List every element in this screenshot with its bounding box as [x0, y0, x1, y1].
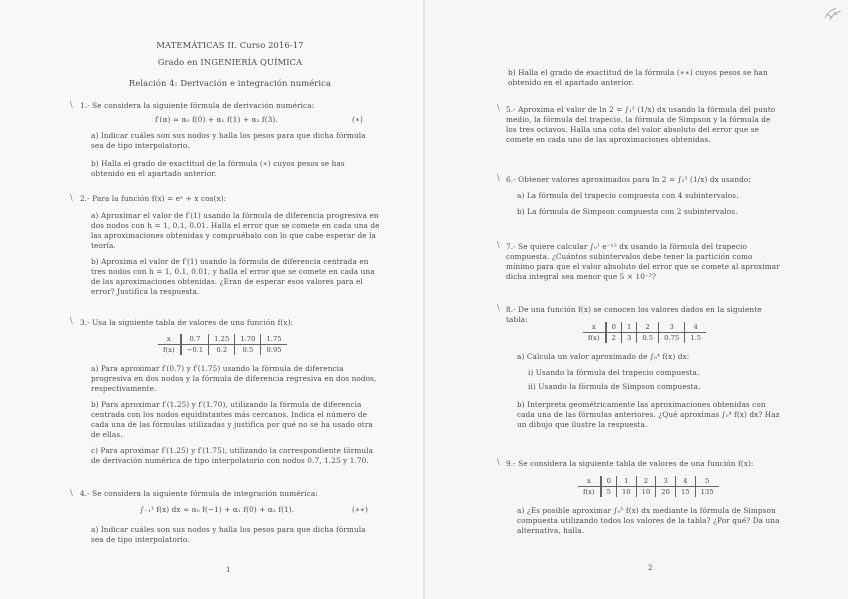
page-number-right: 2: [648, 564, 653, 572]
check-mark-icon: \: [497, 240, 500, 249]
problem-5-statement: 5.- Aproxima el valor de ln 2 = ∫₁² (1/x) dx usando la fórmula del punto medio, la fórmula del trapecio, la fórmula de Simpson y la fórmula de los tres octavos. Halla una cota del valor absoluto del error que se comete en cada uno de las aproximaciones obtenidas.: [506, 105, 776, 144]
table-cell: 1.5: [685, 333, 706, 344]
problem-1-formula-row: [80, 115, 380, 129]
problem-1-tag: (∗): [352, 115, 363, 124]
problem-7-statement: 7.- Se quiere calcular ∫₀¹ e⁻ˣ² dx usando la fórmula del trapecio compuesta. ¿Cuántos subintervalos debe tener la partición como mínimo para que el valor absoluto del error que se comete al aproximar dicha integral sea menor que 5 × 10⁻³?: [506, 242, 780, 281]
problem-4-formula-row: [80, 505, 380, 521]
problem-1-formula: f′(α) ≈ α₀ f(0) + α₁ f(1) + α₂ f(3).: [155, 115, 278, 124]
course-title: MATEMÁTICAS II. Curso 2016-17: [156, 40, 304, 50]
problem-2-statement: 2.- Para la función f(x) = eˣ + x cos(x):: [80, 194, 227, 203]
table-row: [158, 345, 287, 356]
problem-3-parts: [80, 364, 380, 466]
problem-4-tag: (∗∗): [352, 505, 369, 514]
problem-8-a: a) Calcula un valor aproximado de ∫₀⁴ f(x) dx:: [517, 352, 690, 361]
table-cell: x: [578, 476, 601, 487]
check-mark-icon: \: [497, 103, 500, 112]
table-row: [578, 487, 719, 498]
problem-3-b: b) Para aproximar f′(1.25) y f′(1.70), utilizando la fórmula de diferencia centrada con los nodos equidistantes más cercanos. Indica el número de cada una de las fórmulas utilizadas y justifica por qué no se ha usado otra de ellas.: [91, 400, 373, 439]
problem-4-b-text: b) Halla el grado de exactitud de la fórmula (∗∗) cuyos pesos se han obtenido en el apartado anterior.: [508, 68, 768, 87]
problem-8-b: b) Interpreta geométricamente las aproximaciones obtenidas con cada una de las fórmulas anteriores. ¿Qué aproximas ∫₀⁴ f(x) dx? Haz un dibujo que ilustre la respuesta.: [517, 400, 780, 429]
relation-title: Relación 4: Derivación e integración numérica: [128, 78, 332, 88]
table-cell: f(x): [158, 345, 181, 356]
problem-1-b: b) Halla el grado de exactitud de la fórmula (∗) cuyos pesos se has obtenido en el apartado anterior.: [91, 159, 345, 178]
table-cell: 0.95: [261, 345, 287, 356]
problem-9-parts: [506, 506, 780, 536]
table-cell: 3: [656, 476, 676, 487]
problem-4-b: [508, 68, 778, 88]
problem-6-statement: 6.- Obtener valores aproximados para ln 2 = ∫₁² (1/x) dx usando:: [506, 175, 751, 184]
problem-3-c: c) Para aproximar f′(1.25) y f′(1.75), utilizando la correspondiente fórmula de derivación numérica de tipo interpolatorio con nodos 0.7, 1.25 y 1.70.: [91, 446, 374, 465]
check-mark-icon: \: [70, 100, 73, 109]
table-cell: 0: [606, 322, 622, 333]
table-cell: 3: [659, 322, 685, 333]
page-number-left: 1: [226, 566, 231, 574]
table-cell: 0.5: [235, 345, 261, 356]
problem-4: [80, 489, 380, 545]
problem-2-a: a) Aproximar el valor de f′(1) usando la fórmula de diferencia progresiva en dos nodos con h = 1, 0.1, 0.01. Halla el error que se comete en cada una de las aproximaciones obtenidas y compruébalo con lo que cabe esperar de la teoría.: [91, 211, 380, 250]
table-cell: 10: [616, 487, 636, 498]
table-cell: 5: [695, 476, 718, 487]
table-cell: 1: [621, 322, 636, 333]
table-cell: f(x): [578, 487, 601, 498]
table-cell: 1.70: [235, 334, 261, 345]
problem-1-a: a) Indicar cuáles son sus nodos y halla los pesos para que dicha fórmula sea de tipo interpolatorio.: [91, 131, 366, 150]
table-row: [578, 476, 719, 487]
table-row: [158, 334, 287, 345]
problem-3: [80, 318, 380, 328]
table-cell: 4: [675, 476, 695, 487]
table-cell: 2: [636, 476, 656, 487]
table-cell: 3: [621, 333, 636, 344]
problem-2-b: b) Aproxima el valor de f′(1) usando la fórmula de diferencia centrada en tres nodos con h = 1, 0.1, 0.01, y halla el error que se comete en cada una de las aproximaciones obtenidas. ¿Eran de esperar esos valores para el error? Justifica la respuesta.: [91, 257, 375, 296]
problem-1-statement: 1.- Se considera la siguiente fórmula de derivación numérica:: [80, 101, 315, 110]
problem-9-statement: 9.- Se considera la siguiente tabla de valores de una función f(x):: [506, 459, 754, 468]
problem-9-a: a) ¿Es posible aproximar ∫₀⁵ f(x) dx mediante la fórmula de Simpson compuesta utilizando todos los valores de la tabla? ¿Por qué? Da una alternativa, halla.: [517, 506, 780, 535]
problem-8-a-i: i) Usando la fórmula del trapecio compuesta.: [528, 368, 700, 377]
table-row: [583, 322, 706, 333]
table-row: [583, 333, 706, 344]
table-cell: 4: [685, 322, 706, 333]
check-mark-icon: \: [497, 173, 500, 182]
table-cell: 0: [601, 476, 617, 487]
problem-3-table: [158, 334, 287, 355]
table-cell: x: [583, 322, 606, 333]
problem-8-statement: 8.- De una función f(x) se conocen los valores dados en la siguiente tabla:: [506, 305, 762, 324]
table-cell: 0.5: [637, 333, 659, 344]
table-cell: 10: [636, 487, 656, 498]
table-cell: 20: [656, 487, 676, 498]
problem-4-statement: 4.- Se considera la siguiente fórmula de integración numérica:: [80, 489, 318, 498]
problem-4-formula: ∫₋₁¹ f(x) dx ≈ α₀ f(−1) + α₁ f(0) + α₂ f(1).: [140, 505, 295, 514]
table-cell: 5: [601, 487, 617, 498]
check-mark-icon: \: [497, 457, 500, 466]
problem-9-table: [578, 476, 719, 497]
table-cell: x: [158, 334, 181, 345]
problem-8-parts: [506, 352, 780, 430]
problem-2: [80, 194, 380, 297]
problem-5: [506, 105, 780, 145]
problem-1: [80, 101, 380, 179]
degree-title: Grado en INGENIERÍA QUÍMICA: [157, 57, 303, 67]
problem-3-a: a) Para aproximar f′(0.7) y f′(1.75) usando la fórmula de diferencia progresiva en dos nodos y la fórmula de diferencia regresiva en dos nodos, respectivamente.: [91, 364, 377, 393]
check-mark-icon: \: [70, 488, 73, 497]
problem-8-a-ii: ii) Usando la fórmula de Simpson compuesta.: [528, 382, 701, 391]
header: [100, 40, 360, 89]
table-cell: 1.25: [209, 334, 235, 345]
problem-8-table: [583, 322, 706, 343]
table-cell: 2: [637, 322, 659, 333]
table-cell: 135: [695, 487, 718, 498]
check-mark-icon: \: [70, 193, 73, 202]
page-fold: [423, 0, 425, 599]
table-cell: −0.1: [181, 345, 209, 356]
problem-6-a: a) La fórmula del trapecio compuesta con 4 subintervalos.: [517, 191, 739, 200]
corner-mark-icon: [822, 4, 844, 24]
table-cell: 2: [606, 333, 622, 344]
problem-4-a: a) Indicar cuáles son sus nodos y halla los pesos para que dicha fórmula sea de tipo interpolatorio.: [91, 525, 366, 544]
problem-6-b: b) La fórmula de Simpson compuesta con 2 subintervalos.: [517, 207, 738, 216]
table-cell: f(x): [583, 333, 606, 344]
problem-6: [506, 175, 780, 217]
check-mark-icon: \: [497, 303, 500, 312]
check-mark-icon: \: [70, 316, 73, 325]
table-cell: 0.2: [209, 345, 235, 356]
table-cell: 0.75: [659, 333, 685, 344]
table-cell: 1: [616, 476, 636, 487]
table-cell: 15: [675, 487, 695, 498]
problem-3-statement: 3.- Usa la siguiente tabla de valores de una función f(x):: [80, 318, 294, 327]
problem-7: [506, 242, 780, 282]
table-cell: 0.7: [181, 334, 209, 345]
problem-9: [506, 459, 780, 469]
table-cell: 1.75: [261, 334, 287, 345]
